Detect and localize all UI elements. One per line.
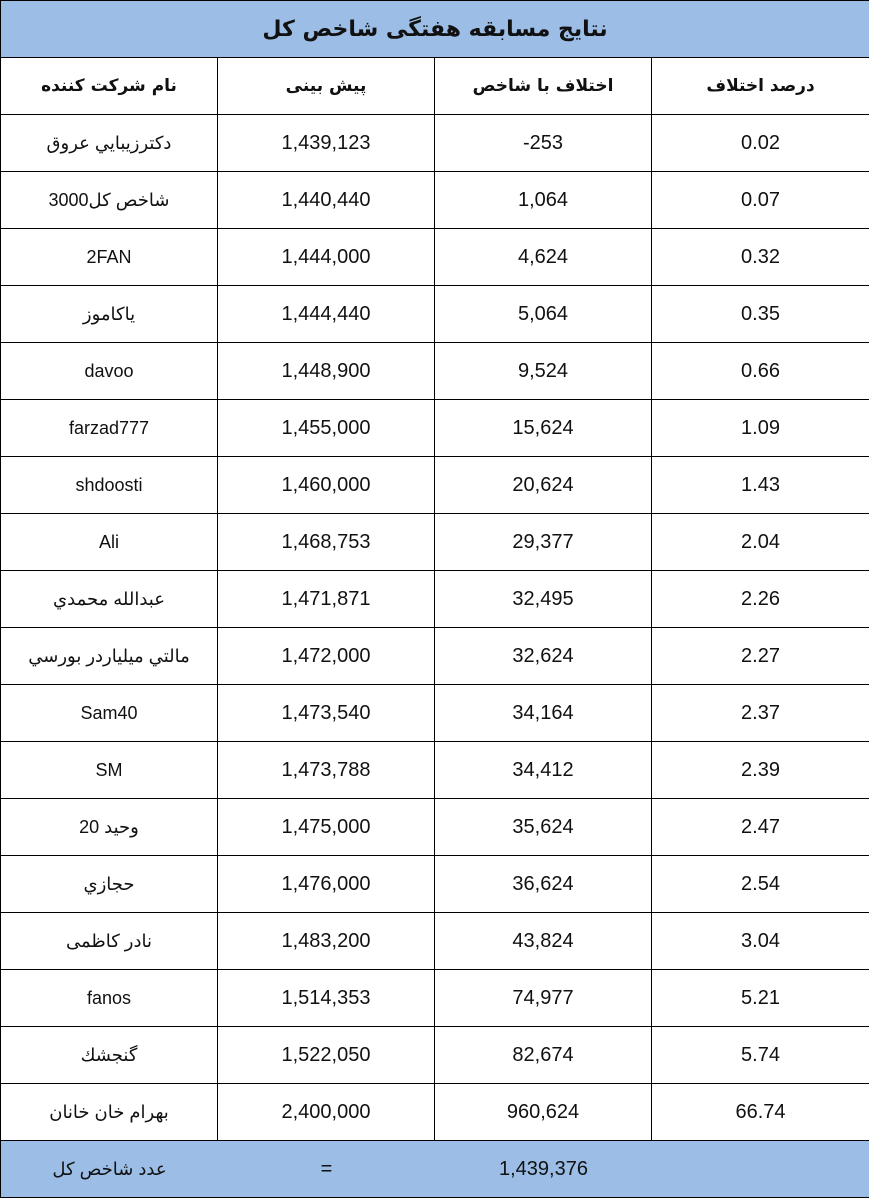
participant-name-cell: شاخص کل3000 bbox=[1, 172, 218, 229]
percent-cell: 0.02 bbox=[652, 115, 869, 172]
footer-label: عدد شاخص کل bbox=[52, 1158, 167, 1179]
difference-cell: 34,412 bbox=[435, 742, 652, 799]
table-row bbox=[1, 457, 869, 514]
percent-cell: 2.47 bbox=[652, 799, 869, 856]
table-row bbox=[1, 343, 869, 400]
participant-name-cell: davoo bbox=[1, 343, 218, 400]
percent-cell: 5.74 bbox=[652, 1027, 869, 1084]
footer-cell bbox=[1, 1141, 869, 1198]
percent-cell: 2.39 bbox=[652, 742, 869, 799]
table-row bbox=[1, 913, 869, 970]
prediction-cell: 2,400,000 bbox=[218, 1084, 435, 1141]
footer-row bbox=[1, 1141, 869, 1198]
participant-name-cell: بهرام خان خانان bbox=[1, 1084, 218, 1141]
footer-equals: = bbox=[320, 1157, 333, 1180]
table-row bbox=[1, 172, 869, 229]
prediction-cell: 1,475,000 bbox=[218, 799, 435, 856]
prediction-cell: 1,439,123 bbox=[218, 115, 435, 172]
participant-name-cell: shdoosti bbox=[1, 457, 218, 514]
participant-name-cell: Ali bbox=[1, 514, 218, 571]
prediction-cell: 1,460,000 bbox=[218, 457, 435, 514]
percent-cell: 0.07 bbox=[652, 172, 869, 229]
participant-name-cell: Sam40 bbox=[1, 685, 218, 742]
prediction-cell: 1,448,900 bbox=[218, 343, 435, 400]
difference-cell: 36,624 bbox=[435, 856, 652, 913]
participant-name-cell: عبدالله محمدي bbox=[1, 571, 218, 628]
prediction-cell: 1,476,000 bbox=[218, 856, 435, 913]
prediction-cell: 1,472,000 bbox=[218, 628, 435, 685]
table-row bbox=[1, 286, 869, 343]
table-row bbox=[1, 571, 869, 628]
difference-cell: 20,624 bbox=[435, 457, 652, 514]
difference-cell: 4,624 bbox=[435, 229, 652, 286]
column-header-percent: درصد اختلاف bbox=[652, 58, 869, 115]
difference-cell: 82,674 bbox=[435, 1027, 652, 1084]
percent-cell: 2.54 bbox=[652, 856, 869, 913]
difference-cell: 32,624 bbox=[435, 628, 652, 685]
table-row bbox=[1, 400, 869, 457]
difference-cell: 29,377 bbox=[435, 514, 652, 571]
percent-cell: 1.09 bbox=[652, 400, 869, 457]
table-row bbox=[1, 115, 869, 172]
prediction-cell: 1,473,540 bbox=[218, 685, 435, 742]
participant-name-cell: farzad777 bbox=[1, 400, 218, 457]
percent-cell: 3.04 bbox=[652, 913, 869, 970]
percent-cell: 2.27 bbox=[652, 628, 869, 685]
table-row bbox=[1, 970, 869, 1027]
table-row bbox=[1, 685, 869, 742]
column-header-prediction: پیش بینی bbox=[218, 58, 435, 115]
percent-cell: 0.35 bbox=[652, 286, 869, 343]
difference-cell: 1,064 bbox=[435, 172, 652, 229]
participant-name-cell: حجازي bbox=[1, 856, 218, 913]
title-row bbox=[1, 1, 869, 58]
prediction-cell: 1,483,200 bbox=[218, 913, 435, 970]
column-header-difference: اختلاف با شاخص bbox=[435, 58, 652, 115]
difference-cell: 74,977 bbox=[435, 970, 652, 1027]
table-row bbox=[1, 799, 869, 856]
participant-name-cell: SM bbox=[1, 742, 218, 799]
table-row bbox=[1, 742, 869, 799]
percent-cell: 66.74 bbox=[652, 1084, 869, 1141]
difference-cell: 15,624 bbox=[435, 400, 652, 457]
footer-value: 1,439,376 bbox=[499, 1157, 588, 1180]
prediction-cell: 1,444,440 bbox=[218, 286, 435, 343]
prediction-cell: 1,468,753 bbox=[218, 514, 435, 571]
table-title: نتایج مسابقه هفتگی شاخص کل bbox=[1, 1, 869, 58]
prediction-cell: 1,440,440 bbox=[218, 172, 435, 229]
percent-cell: 5.21 bbox=[652, 970, 869, 1027]
difference-cell: 34,164 bbox=[435, 685, 652, 742]
table-row bbox=[1, 856, 869, 913]
table-row bbox=[1, 1084, 869, 1141]
percent-cell: 2.04 bbox=[652, 514, 869, 571]
participant-name-cell: مالتي ميلياردر بورسي bbox=[1, 628, 218, 685]
difference-cell: 9,524 bbox=[435, 343, 652, 400]
prediction-cell: 1,455,000 bbox=[218, 400, 435, 457]
participant-name-cell: وحيد 20 bbox=[1, 799, 218, 856]
column-header-name: نام شرکت کننده bbox=[1, 58, 218, 115]
percent-cell: 2.26 bbox=[652, 571, 869, 628]
difference-cell: 960,624 bbox=[435, 1084, 652, 1141]
difference-cell: -253 bbox=[435, 115, 652, 172]
difference-cell: 5,064 bbox=[435, 286, 652, 343]
prediction-cell: 1,444,000 bbox=[218, 229, 435, 286]
prediction-cell: 1,522,050 bbox=[218, 1027, 435, 1084]
difference-cell: 35,624 bbox=[435, 799, 652, 856]
difference-cell: 43,824 bbox=[435, 913, 652, 970]
table-row bbox=[1, 514, 869, 571]
table-row bbox=[1, 628, 869, 685]
percent-cell: 1.43 bbox=[652, 457, 869, 514]
participant-name-cell: ياکاموز bbox=[1, 286, 218, 343]
table-row bbox=[1, 1027, 869, 1084]
prediction-cell: 1,471,871 bbox=[218, 571, 435, 628]
percent-cell: 0.32 bbox=[652, 229, 869, 286]
percent-cell: 0.66 bbox=[652, 343, 869, 400]
participant-name-cell: 2FAN bbox=[1, 229, 218, 286]
difference-cell: 32,495 bbox=[435, 571, 652, 628]
participant-name-cell: گنجشك bbox=[1, 1027, 218, 1084]
percent-cell: 2.37 bbox=[652, 685, 869, 742]
header-row bbox=[1, 58, 869, 115]
participant-name-cell: نادر کاظمی bbox=[1, 913, 218, 970]
table-row bbox=[1, 229, 869, 286]
prediction-cell: 1,514,353 bbox=[218, 970, 435, 1027]
prediction-cell: 1,473,788 bbox=[218, 742, 435, 799]
participant-name-cell: دکترزيبايي عروق bbox=[1, 115, 218, 172]
participant-name-cell: fanos bbox=[1, 970, 218, 1027]
